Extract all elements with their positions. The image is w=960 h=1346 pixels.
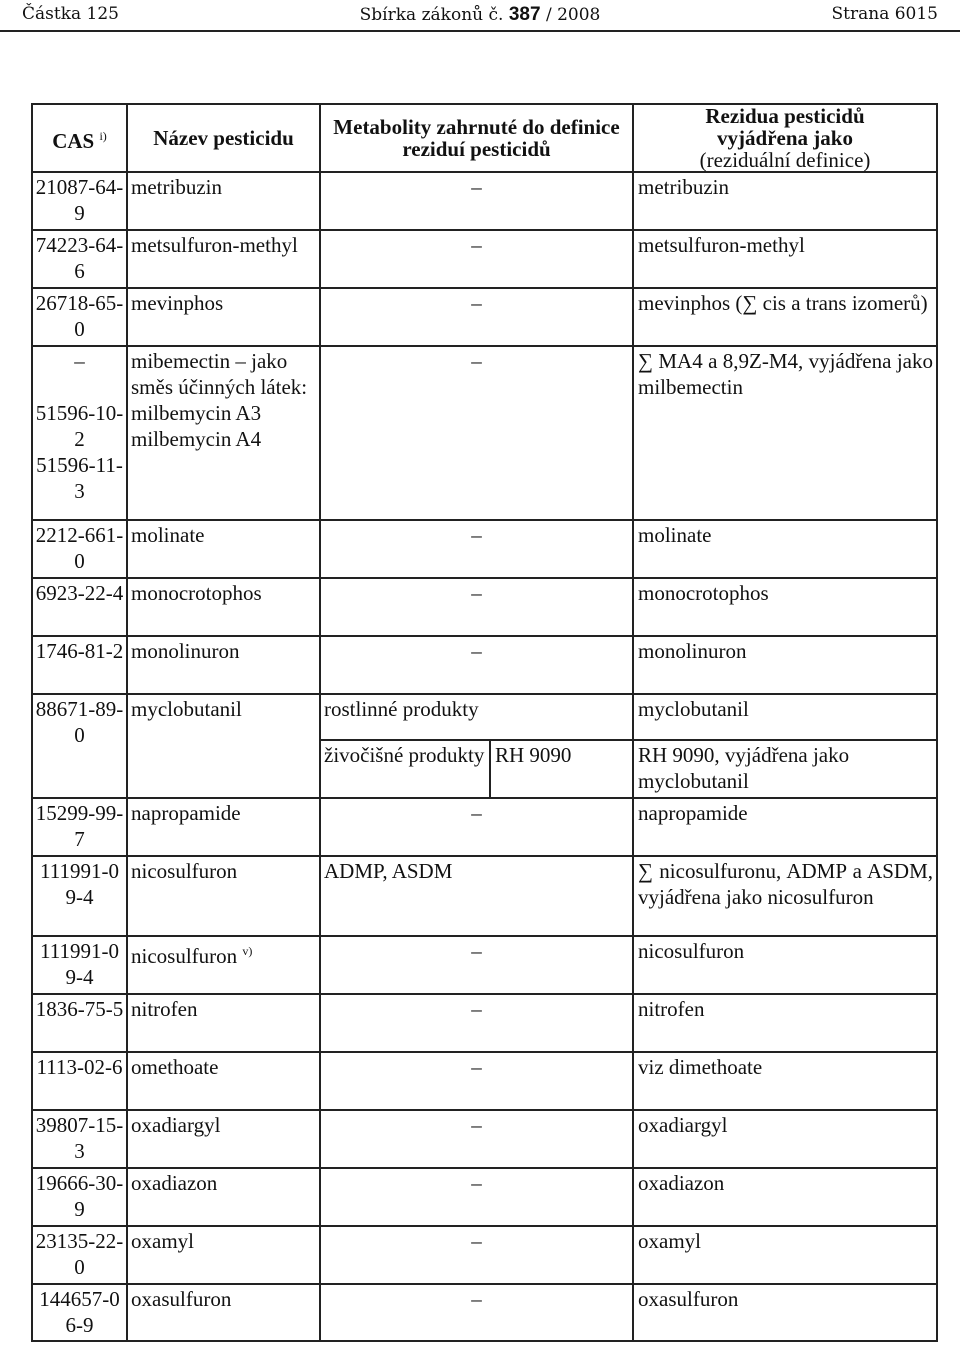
residue-cell: oxadiazon xyxy=(633,1168,937,1226)
table-row xyxy=(32,1226,937,1284)
metabolites-cell: – xyxy=(320,1226,633,1284)
metabolites-cell: – xyxy=(320,936,633,994)
metabolites-cell: – xyxy=(320,230,633,288)
cas-cell: 111991-09-4 xyxy=(32,856,127,936)
residue-cell: metribuzin xyxy=(633,172,937,230)
metabolites-animal-label: živočišné produkty xyxy=(321,741,491,797)
cas-cell: 74223-64-6 xyxy=(32,230,127,288)
residue-cell: oxasulfuron xyxy=(633,1284,937,1341)
residue-cell xyxy=(633,694,937,798)
residue-cell: oxamyl xyxy=(633,1226,937,1284)
name-cell: mevinphos xyxy=(127,288,320,346)
metabolites-cell: – xyxy=(320,798,633,856)
cas-cell: 15299-99-7 xyxy=(32,798,127,856)
name-cell: monolinuron xyxy=(127,636,320,694)
table-row xyxy=(32,798,937,856)
table-row xyxy=(32,1110,937,1168)
metabolites-cell: – xyxy=(320,1168,633,1226)
metabolites-cell: – xyxy=(320,1110,633,1168)
table-row xyxy=(32,1168,937,1226)
cas-cell: 1113-02-6 xyxy=(32,1052,127,1110)
cas-cell: 111991-09-4 xyxy=(32,936,127,994)
name-cell: omethoate xyxy=(127,1052,320,1110)
name-cell: molinate xyxy=(127,520,320,578)
metabolites-plant: rostlinné produkty xyxy=(321,695,632,741)
name-cell: nitrofen xyxy=(127,994,320,1052)
residue-cell: napropamide xyxy=(633,798,937,856)
metabolites-cell: – xyxy=(320,636,633,694)
residue-cell: monolinuron xyxy=(633,636,937,694)
cas-cell: 88671-89-0 xyxy=(32,694,127,798)
table-row xyxy=(32,636,937,694)
metabolites-cell: ADMP, ASDM xyxy=(320,856,633,936)
table-header-row xyxy=(32,104,937,172)
table-row xyxy=(32,288,937,346)
metabolites-cell: – xyxy=(320,346,633,520)
residue-cell: ∑ nicosulfuronu, ADMP a ASDM, vyjádřena jako nicosulfuron xyxy=(633,856,937,936)
cas-cell: 6923-22-4 xyxy=(32,578,127,636)
cas-cell: 2212-661-0 xyxy=(32,520,127,578)
name-cell: oxasulfuron xyxy=(127,1284,320,1341)
metabolites-cell xyxy=(320,694,633,798)
name-cell: myclobutanil xyxy=(127,694,320,798)
cas-cell: 39807-15-3 xyxy=(32,1110,127,1168)
metabolites-cell: – xyxy=(320,994,633,1052)
cas-cell: 21087-64-9 xyxy=(32,172,127,230)
table-row xyxy=(32,172,937,230)
cas-cell: 1836-75-5 xyxy=(32,994,127,1052)
table-row xyxy=(32,1284,937,1341)
cas-cell: 144657-06-9 xyxy=(32,1284,127,1341)
collection-title: Sbírka zákonů č. 387 / 2008 xyxy=(359,4,601,25)
cas-cell: 1746-81-2 xyxy=(32,636,127,694)
issue-part: Částka 125 xyxy=(22,4,119,24)
residue-cell: oxadiargyl xyxy=(633,1110,937,1168)
table-row xyxy=(32,346,937,520)
residue-cell: metsulfuron-methyl xyxy=(633,230,937,288)
residue-cell: mevinphos (∑ cis a trans izomerů) xyxy=(633,288,937,346)
table-row xyxy=(32,230,937,288)
col-header-cas: CAS $^{i)}$ xyxy=(32,104,127,172)
col-header-name: Název pesticidu xyxy=(127,104,320,172)
residue-animal: RH 9090, vyjádřena jako myclobutanil xyxy=(638,743,850,793)
cas-cell: 26718-65-0 xyxy=(32,288,127,346)
cas-cell: 23135-22-0 xyxy=(32,1226,127,1284)
page-number: Strana 6015 xyxy=(831,4,938,24)
page-header xyxy=(0,0,960,32)
name-cell: metsulfuron-methyl xyxy=(127,230,320,288)
col-header-residue: Rezidua pesticidů vyjádřena jako (reziduální definice) xyxy=(633,104,937,172)
col-header-metabolites: Metabolity zahrnuté do definice reziduí pesticidů xyxy=(320,104,633,172)
table-row xyxy=(32,694,937,798)
residue-plant: myclobutanil xyxy=(634,695,936,741)
table-row xyxy=(32,578,937,636)
metabolites-cell: – xyxy=(320,172,633,230)
table-row xyxy=(32,936,937,994)
metabolites-cell: – xyxy=(320,1284,633,1341)
law-number: 387 xyxy=(508,4,541,25)
name-cell: nicosulfuron $^{v)}$ xyxy=(127,936,320,994)
metabolites-cell: – xyxy=(320,578,633,636)
table-row xyxy=(32,856,937,936)
pesticide-table xyxy=(31,103,938,1342)
metabolites-animal-value: RH 9090 xyxy=(495,743,572,767)
table-row xyxy=(32,994,937,1052)
name-cell: oxamyl xyxy=(127,1226,320,1284)
name-cell: mibemectin – jako směs účinných látek: milbemycin A3 milbemycin A4 xyxy=(127,346,320,520)
name-cell: metribuzin xyxy=(127,172,320,230)
cas-cell: – 51596-10-2 51596-11-3 xyxy=(32,346,127,520)
metabolites-cell: – xyxy=(320,1052,633,1110)
name-cell: oxadiazon xyxy=(127,1168,320,1226)
name-cell: napropamide xyxy=(127,798,320,856)
table-row xyxy=(32,1052,937,1110)
name-cell: monocrotophos xyxy=(127,578,320,636)
name-cell: oxadiargyl xyxy=(127,1110,320,1168)
cas-cell: 19666-30-9 xyxy=(32,1168,127,1226)
residue-cell: viz dimethoate xyxy=(633,1052,937,1110)
metabolites-cell: – xyxy=(320,520,633,578)
residue-cell: nicosulfuron xyxy=(633,936,937,994)
metabolites-cell: – xyxy=(320,288,633,346)
residue-cell: monocrotophos xyxy=(633,578,937,636)
residue-cell: nitrofen xyxy=(633,994,937,1052)
table-row xyxy=(32,520,937,578)
residue-cell: ∑ MA4 a 8,9Z-M4, vyjádřena jako milbemectin xyxy=(633,346,937,520)
residue-cell: molinate xyxy=(633,520,937,578)
name-cell: nicosulfuron xyxy=(127,856,320,936)
